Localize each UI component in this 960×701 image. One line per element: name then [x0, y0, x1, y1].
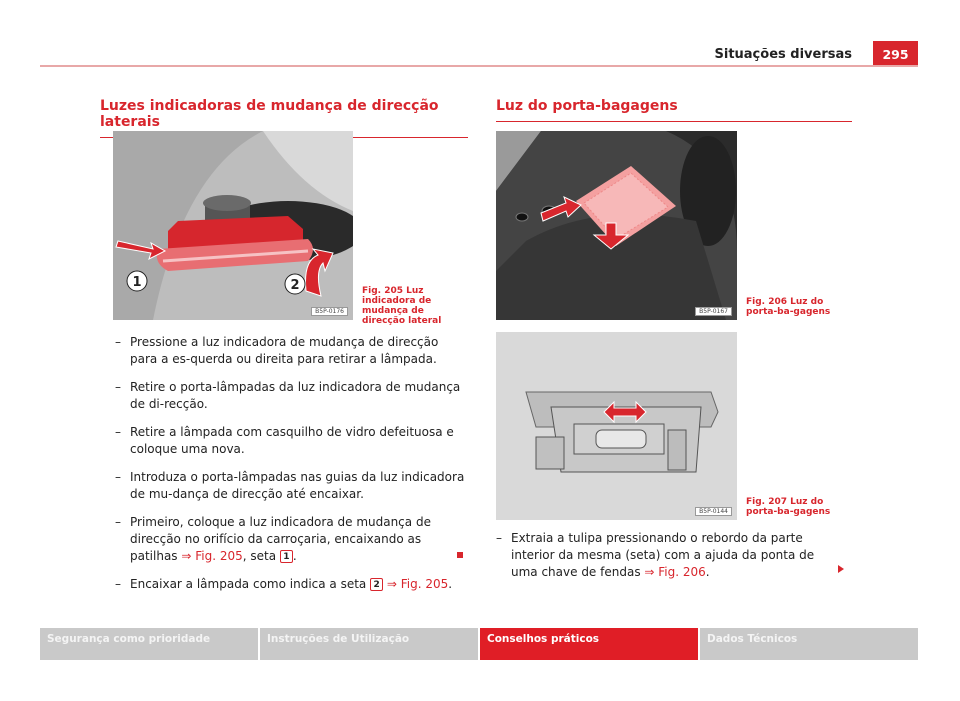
step-text: Encaixar a lâmpada como indica a seta	[130, 577, 371, 591]
figure-205	[113, 131, 353, 320]
footer-tabs	[40, 628, 918, 660]
list-item	[115, 379, 467, 413]
figure-205-callout-1: 1	[132, 275, 142, 290]
figure-206-code: B5P-0167	[695, 307, 732, 316]
step-text: Pressione a luz indicadora de mudança de direcção para a es-querda ou direita para retirar a lâmpada.	[130, 335, 439, 366]
section-title-luggage-light: Luz do porta-bagagens	[496, 98, 852, 122]
figure-205-code: B5P-0176	[311, 307, 348, 316]
figure-207	[496, 332, 737, 520]
step-text: , seta	[242, 549, 280, 563]
figure-205-caption: Fig. 205 Luz indicadora de mudança de direcção lateral	[362, 286, 442, 326]
list-item	[115, 469, 467, 503]
step-text: .	[705, 565, 710, 579]
figure-ref-link[interactable]: ⇒ Fig. 205	[181, 549, 243, 563]
figure-ref-link[interactable]: ⇒ Fig. 206	[644, 565, 706, 579]
tab-conselhos[interactable]: Conselhos práticos	[480, 628, 698, 660]
page-number: 295	[873, 41, 918, 67]
figure-207-code: B5P-0144	[695, 507, 732, 516]
section-title-side-indicators: Luzes indicadoras de mudança de direcção laterais	[100, 98, 468, 138]
figure-206-illustration	[496, 131, 737, 320]
step-text: .	[292, 549, 297, 563]
right-steps-list	[496, 530, 844, 592]
step-text: Retire o porta-lâmpadas da luz indicadora de mudança de di-recção.	[130, 380, 461, 411]
step-text: Retire a lâmpada com casquilho de vidro defeituosa e coloque uma nova.	[130, 425, 454, 456]
list-item	[496, 530, 844, 581]
step-text: Extraia a tulipa pressionando o rebordo da parte interior da mesma (seta) com a ajuda da ponta de uma chave de fendas	[511, 531, 815, 579]
arrow-badge-1: 1	[280, 550, 293, 563]
tab-seguranca[interactable]: Segurança como prioridade	[40, 628, 258, 660]
list-item	[115, 576, 467, 593]
figure-205-callout-2: 2	[290, 278, 300, 293]
section-end-mark	[457, 552, 463, 558]
figure-207-illustration	[496, 332, 737, 520]
figure-205-illustration	[113, 131, 353, 320]
continue-arrow-icon	[838, 565, 844, 573]
tab-instrucoes[interactable]: Instruções de Utilização	[260, 628, 478, 660]
step-text: .	[448, 577, 453, 591]
step-text: Introduza o porta-lâmpadas nas guias da luz indicadora de mu-dança de direcção até encaixar.	[130, 470, 465, 501]
list-item	[115, 424, 467, 458]
list-item	[115, 334, 467, 368]
figure-206-caption: Fig. 206 Luz do porta-ba-gagens	[746, 297, 831, 317]
arrow-badge-2: 2	[370, 578, 383, 591]
figure-207-caption: Fig. 207 Luz do porta-ba-gagens	[746, 497, 831, 517]
header-rule	[40, 65, 918, 67]
left-steps-list	[115, 334, 467, 604]
list-item	[115, 514, 467, 565]
figure-ref-link[interactable]: ⇒ Fig. 205	[383, 577, 449, 591]
running-title: Situações diversas	[714, 47, 852, 62]
figure-206	[496, 131, 737, 320]
step-text: Primeiro, coloque a luz indicadora de mudança de direcção no orifício da carroçaria, encaixando as patilhas	[130, 515, 431, 563]
tab-dados[interactable]: Dados Técnicos	[700, 628, 918, 660]
